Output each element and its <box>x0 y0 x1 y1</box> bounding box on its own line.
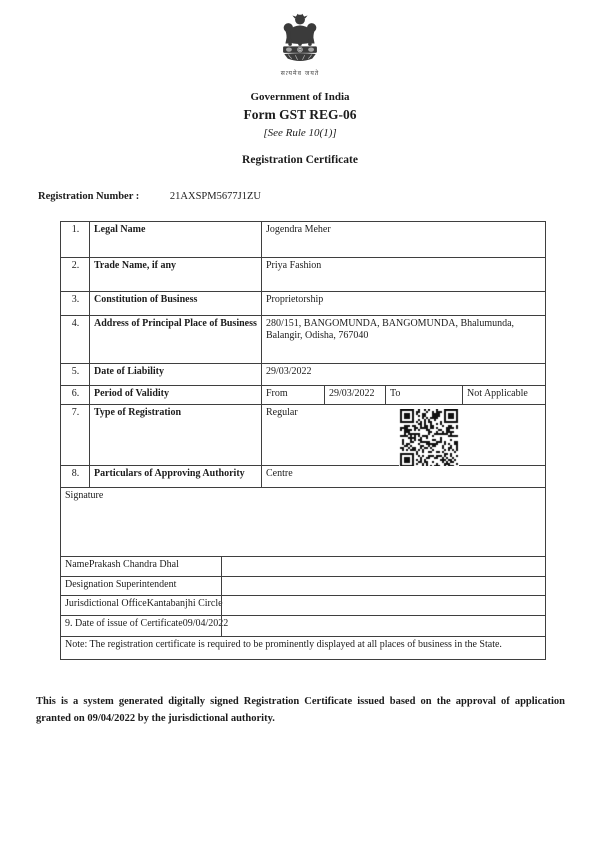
label-cell: Legal Name <box>89 222 261 257</box>
table-row-constitution <box>61 291 545 315</box>
table-row-approving-authority <box>61 465 545 487</box>
value-cell: Priya Fashion <box>261 258 545 291</box>
value-cell: 280/151, BANGOMUNDA, BANGOMUNDA, Bhalumunda, Balangir, Odisha, 767040 <box>261 316 545 363</box>
serial-cell: 7. <box>71 407 80 418</box>
value-cell: Centre <box>261 466 545 487</box>
rule-reference: [See Rule 10(1)] <box>263 127 337 139</box>
validity-from-label: From <box>266 388 288 399</box>
validity-to-label: To <box>385 386 462 404</box>
government-of-india-title: Government of India <box>250 91 350 103</box>
serial-cell: 5. <box>71 366 80 377</box>
designation-row <box>61 576 545 595</box>
empty-cell <box>221 616 545 636</box>
approver-name: NamePrakash Chandra Dhal <box>65 559 179 570</box>
empty-cell <box>221 596 545 615</box>
label-cell: Constitution of Business <box>89 292 261 315</box>
empty-cell <box>221 557 545 576</box>
registration-number-value: 21AXSPM5677J1ZU <box>169 191 261 202</box>
jurisdictional-office: Jurisdictional OfficeKantabanjhi Circle <box>65 598 223 609</box>
label-cell: Date of Liability <box>89 364 261 385</box>
signature-label: Signature <box>65 490 104 501</box>
emblem-block <box>0 12 600 77</box>
label-cell: Address of Principal Place of Business <box>89 316 261 363</box>
serial-cell: 2. <box>71 260 80 271</box>
signature-row <box>61 487 545 556</box>
note-row <box>61 636 545 659</box>
table-row-address <box>61 315 545 363</box>
registration-number-label: Registration Number : <box>38 191 140 202</box>
footer-declaration: This is a system generated digitally signed Registration Certificate issued based on the approval of application granted on 09/04/2022 by the jurisdictional authority. <box>36 696 565 724</box>
table-row-period-of-validity <box>61 385 545 404</box>
serial-cell: 8. <box>71 468 80 479</box>
validity-from-value: 29/03/2022 <box>324 386 385 404</box>
label-cell: Type of Registration <box>89 405 261 465</box>
serial-cell: 4. <box>71 318 80 329</box>
emblem-motto: सत्यमेव जयते <box>280 70 320 77</box>
table-row-legal-name <box>61 222 545 257</box>
date-of-issue-row <box>61 615 545 636</box>
value-cell: 29/03/2022 <box>261 364 545 385</box>
serial-cell: 1. <box>71 224 80 235</box>
note-text: Note: The registration certificate is required to be prominently displayed at all places of business in the State. <box>65 639 502 650</box>
india-state-emblem-icon <box>269 12 331 68</box>
table-row-type-of-registration <box>61 404 545 465</box>
serial-cell: 6. <box>71 388 80 399</box>
approver-designation: Designation Superintendent <box>65 579 177 590</box>
label-cell: Trade Name, if any <box>89 258 261 291</box>
value-cell: Jogendra Meher <box>261 222 545 257</box>
label-cell: Period of Validity <box>89 386 261 404</box>
jurisdictional-office-row <box>61 595 545 615</box>
serial-cell: 3. <box>71 294 80 305</box>
certificate-title: Registration Certificate <box>242 154 358 166</box>
label-cell: Particulars of Approving Authority <box>89 466 261 487</box>
value-cell: Proprietorship <box>261 292 545 315</box>
table-row-trade-name <box>61 257 545 291</box>
certificate-table <box>60 221 546 660</box>
qr-code-icon <box>399 409 459 466</box>
table-row-date-of-liability <box>61 363 545 385</box>
form-title: Form GST REG-06 <box>243 107 357 122</box>
name-row <box>61 556 545 576</box>
value-cell <box>261 405 545 465</box>
date-of-issue: 9. Date of issue of Certificate09/04/2022 <box>65 618 229 629</box>
empty-cell <box>221 577 545 595</box>
registration-number-row <box>38 191 261 202</box>
validity-cells <box>261 386 545 404</box>
registration-type-value: Regular <box>266 407 298 418</box>
validity-to-value: Not Applicable <box>462 386 545 404</box>
